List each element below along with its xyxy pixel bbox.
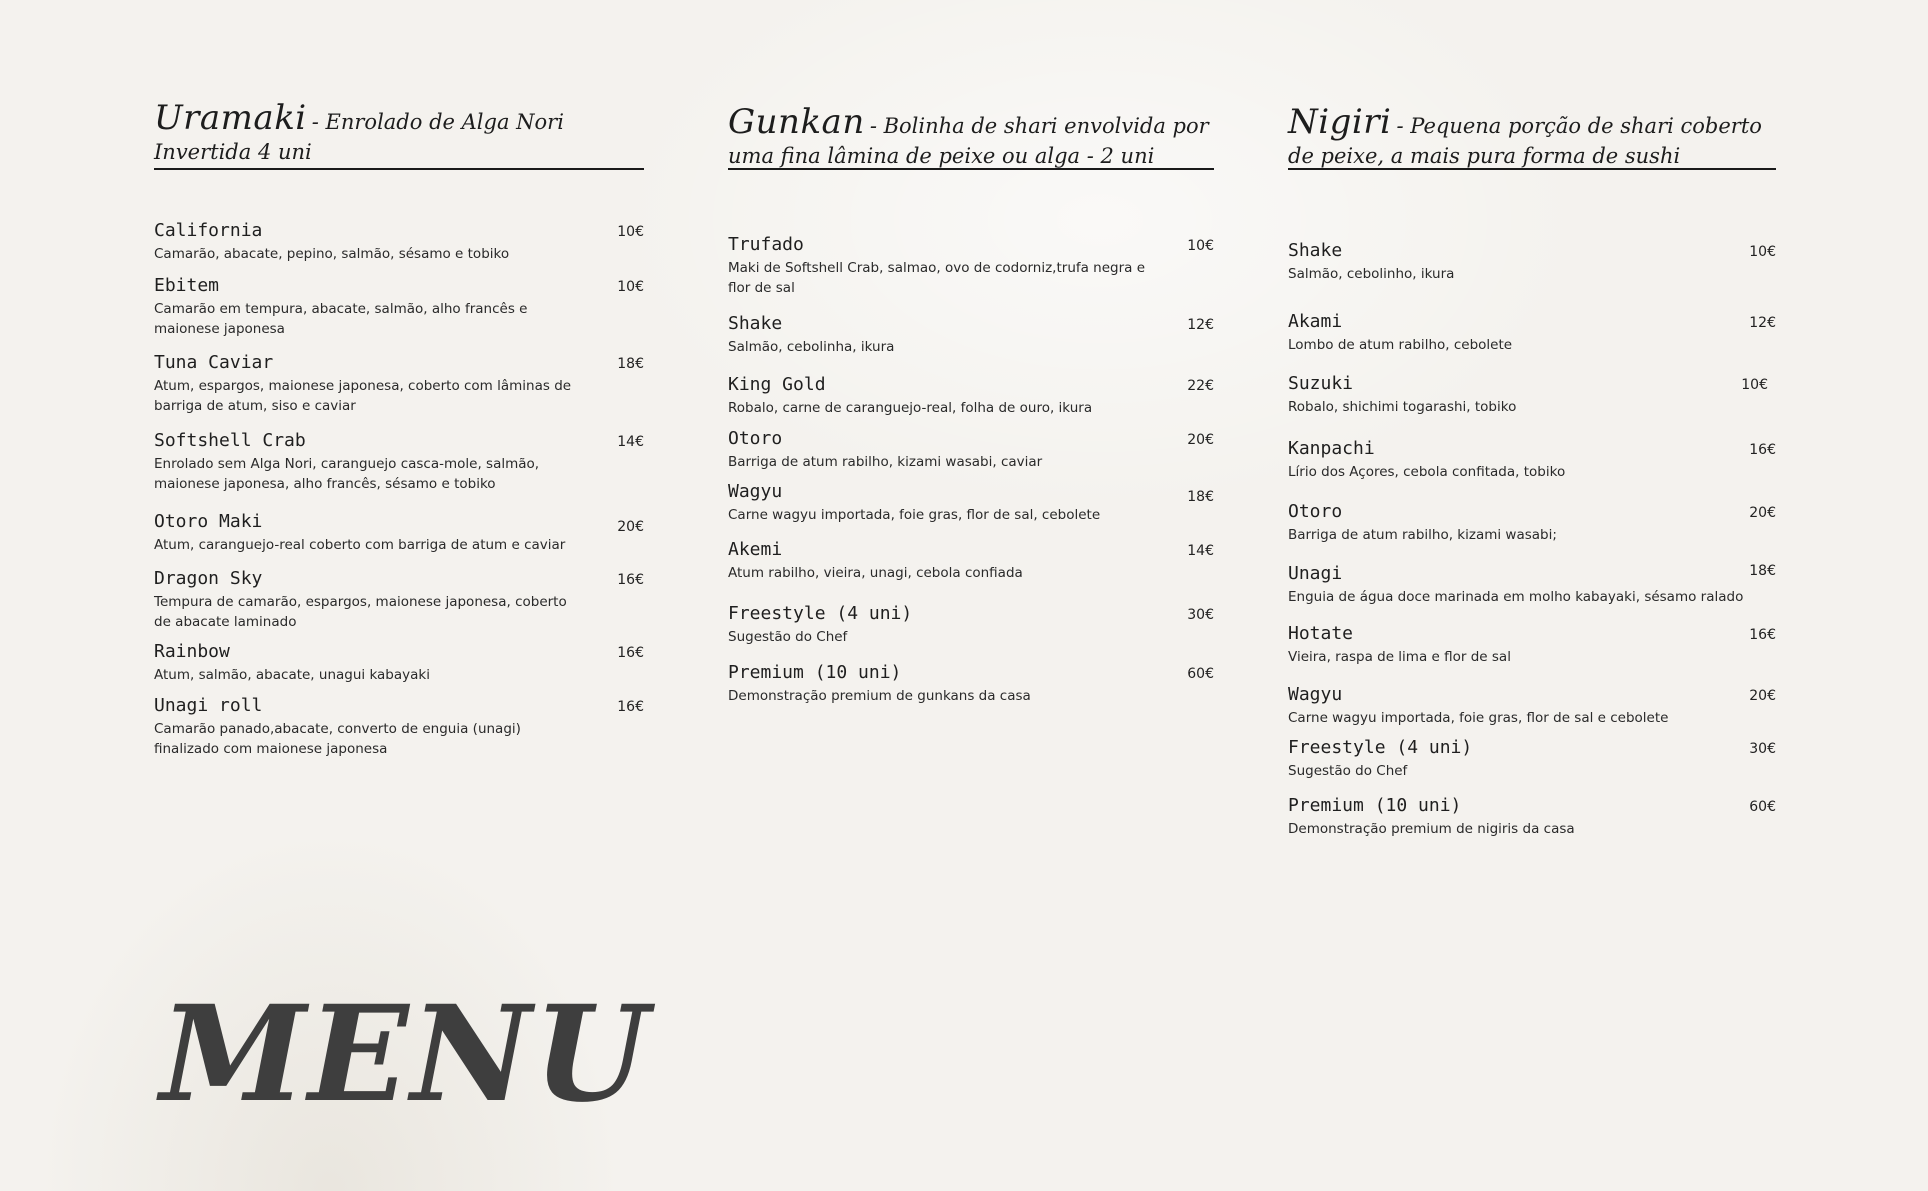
item-description: Enrolado sem Alga Nori, caranguejo casca-mole, salmão, maionese japonesa, alho francês, sésamo e tobiko: [154, 456, 540, 492]
menu-item: [154, 352, 644, 416]
item-name: Trufado: [728, 234, 804, 255]
menu-title: MENU: [160, 977, 651, 1132]
menu-item: [728, 481, 1214, 525]
item-description: Camarão, abacate, pepino, salmão, sésamo e tobiko: [154, 246, 510, 262]
menu-item: [154, 220, 644, 264]
item-name: Softshell Crab: [154, 430, 306, 451]
item-description: Atum, espargos, maionese japonesa, coberto com lâminas de barriga de atum, siso e caviar: [154, 378, 572, 414]
item-price: 18€: [1187, 489, 1214, 505]
menu-item: [728, 539, 1214, 583]
item-price: 20€: [1749, 688, 1776, 704]
item-description: Atum rabilho, vieira, unagi, cebola confiada: [728, 565, 1023, 581]
section-description: - Bolinha de shari envolvida por uma fina lâmina de peixe ou alga - 2 uni: [728, 114, 1209, 168]
item-description: Barriga de atum rabilho, kizami wasabi;: [1288, 527, 1557, 543]
item-description: Lombo de atum rabilho, cebolete: [1288, 337, 1513, 353]
item-price: 18€: [1749, 563, 1776, 579]
item-description: Carne wagyu importada, foie gras, flor de sal, cebolete: [728, 507, 1101, 523]
item-name: Premium (10 uni): [728, 662, 902, 683]
item-name: Freestyle (4 uni): [1288, 737, 1473, 758]
item-price: 10€: [1741, 377, 1768, 393]
menu-item: [154, 641, 644, 685]
item-name: Unagi roll: [154, 695, 263, 716]
item-description: Atum, caranguejo-real coberto com barriga de atum e caviar: [154, 537, 566, 553]
item-name: Wagyu: [728, 481, 783, 502]
item-price: 18€: [617, 356, 644, 372]
item-name: Otoro Maki: [154, 511, 263, 532]
item-description: Salmão, cebolinho, ikura: [1288, 266, 1455, 282]
section-header: [1288, 102, 1776, 170]
menu-item: [1288, 795, 1776, 839]
item-description: Demonstração premium de gunkans da casa: [728, 688, 1031, 704]
item-name: California: [154, 220, 263, 241]
item-name: Wagyu: [1288, 684, 1343, 705]
item-price: 60€: [1187, 666, 1214, 682]
item-name: Ebitem: [154, 275, 220, 296]
menu-item: [1288, 563, 1776, 607]
menu-item: [154, 275, 644, 339]
item-description: Barriga de atum rabilho, kizami wasabi, caviar: [728, 454, 1043, 470]
item-description: Robalo, shichimi togarashi, tobiko: [1288, 399, 1517, 415]
section-title: Gunkan: [728, 102, 865, 142]
section-title: Nigiri: [1288, 102, 1392, 142]
item-name: Kanpachi: [1288, 438, 1375, 459]
item-price: 22€: [1187, 378, 1214, 394]
menu-item: [1288, 737, 1776, 781]
menu-item: [728, 662, 1214, 706]
item-price: 12€: [1749, 315, 1776, 331]
item-price: 10€: [1187, 238, 1214, 254]
menu-item: [154, 568, 644, 632]
item-price: 10€: [1749, 244, 1776, 260]
item-price: 16€: [617, 572, 644, 588]
menu-item: [1288, 684, 1776, 728]
item-description: Tempura de camarão, espargos, maionese japonesa, coberto de abacate laminado: [154, 594, 567, 630]
menu-item: [1288, 311, 1776, 355]
item-price: 10€: [617, 224, 644, 240]
item-price: 20€: [1749, 505, 1776, 521]
item-price: 14€: [617, 434, 644, 450]
menu-item: [728, 374, 1214, 418]
item-price: 14€: [1187, 543, 1214, 559]
item-name: Shake: [1288, 240, 1343, 261]
item-name: Akami: [1288, 311, 1343, 332]
item-description: Atum, salmão, abacate, unagui kabayaki: [154, 667, 430, 683]
item-name: King Gold: [728, 374, 826, 395]
section-description: - Enrolado de Alga Nori Invertida 4 uni: [154, 110, 564, 164]
item-description: Enguia de água doce marinada em molho kabayaki, sésamo ralado: [1288, 589, 1744, 605]
menu-item: [1288, 240, 1776, 284]
item-name: Premium (10 uni): [1288, 795, 1462, 816]
menu-item: [1288, 438, 1776, 482]
menu-item: [1288, 501, 1776, 545]
item-price: 10€: [617, 279, 644, 295]
menu-item: [154, 511, 644, 555]
item-name: Hotate: [1288, 623, 1354, 644]
item-name: Otoro: [728, 428, 783, 449]
section-title: Uramaki: [154, 98, 307, 138]
item-description: Camarão panado,abacate, converto de enguia (unagi) finalizado com maionese japonesa: [154, 721, 521, 757]
item-price: 20€: [1187, 432, 1214, 448]
item-description: Sugestão do Chef: [1288, 763, 1408, 779]
section-header: [728, 102, 1214, 170]
item-description: Salmão, cebolinha, ikura: [728, 339, 895, 355]
item-description: Lírio dos Açores, cebola confitada, tobiko: [1288, 464, 1566, 480]
item-description: Demonstração premium de nigiris da casa: [1288, 821, 1575, 837]
menu-item: [728, 603, 1214, 647]
item-name: Unagi: [1288, 563, 1343, 584]
item-name: Otoro: [1288, 501, 1343, 522]
item-price: 12€: [1187, 317, 1214, 333]
item-price: 16€: [1749, 442, 1776, 458]
item-description: Maki de Softshell Crab, salmao, ovo de codorniz,trufa negra e flor de sal: [728, 260, 1146, 296]
item-name: Dragon Sky: [154, 568, 263, 589]
item-description: Robalo, carne de caranguejo-real, folha de ouro, ikura: [728, 400, 1093, 416]
item-name: Freestyle (4 uni): [728, 603, 913, 624]
item-name: Akemi: [728, 539, 783, 560]
item-name: Suzuki: [1288, 373, 1354, 394]
menu-item: [1288, 623, 1776, 667]
item-price: 60€: [1749, 799, 1776, 815]
item-price: 30€: [1187, 607, 1214, 623]
item-price: 16€: [1749, 627, 1776, 643]
item-name: Rainbow: [154, 641, 230, 662]
item-name: Shake: [728, 313, 783, 334]
item-description: Camarão em tempura, abacate, salmão, alho francês e maionese japonesa: [154, 301, 528, 337]
item-price: 30€: [1749, 741, 1776, 757]
item-price: 16€: [617, 699, 644, 715]
item-description: Vieira, raspa de lima e flor de sal: [1288, 649, 1511, 665]
menu-item: [154, 695, 644, 759]
section-description: - Pequena porção de shari coberto de peixe, a mais pura forma de sushi: [1288, 114, 1762, 168]
menu-item: [728, 428, 1214, 472]
item-description: Carne wagyu importada, foie gras, flor de sal e cebolete: [1288, 710, 1669, 726]
menu-item: [728, 313, 1214, 357]
menu-item: [154, 430, 644, 494]
item-price: 16€: [617, 645, 644, 661]
item-price: 20€: [617, 519, 644, 535]
item-name: Tuna Caviar: [154, 352, 274, 373]
section-header: [154, 98, 644, 170]
menu-item: [728, 234, 1214, 298]
menu-item: [1288, 373, 1776, 417]
item-description: Sugestão do Chef: [728, 629, 848, 645]
